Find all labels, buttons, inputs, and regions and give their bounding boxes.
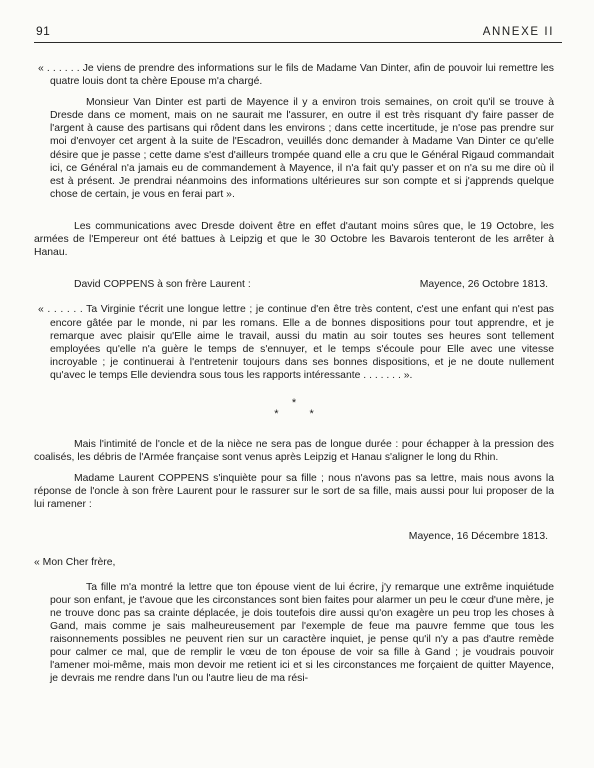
narrative-paragraph: Mais l'intimité de l'oncle et de la nièce ne sera pas de longue durée : pour échapper à la pression des coalisés, les débris de l'Armée française sont venus après Leipzig et Hanau s'aligner le long du Rhin.: [34, 438, 554, 464]
dateline: Mayence, 26 Octobre 1813.: [419, 279, 548, 291]
page-number: 91: [36, 24, 51, 38]
narrative-paragraph: Madame Laurent COPPENS s'inquiète pour sa fille ; nous n'avons pas sa lettre, mais nous avons la réponse de l'oncle à son frère Laurent pour le rassurer sur le sort de sa fille, mais aussi pour lui proposer de la lui ramener :: [34, 473, 554, 511]
narrative-paragraph: Les communications avec Dresde doivent être en effet d'autant moins sûres que, le 19 Octobre, les armées de l'Empereur ont été battues à Leipzig et que le 30 Octobre les Bavarois tenteront de les arrêter à Hanau.: [34, 220, 554, 259]
page-body: [34, 62, 554, 685]
dateline: Mayence, 16 Décembre 1813.: [408, 531, 548, 543]
separator-stars-bottom: * *: [274, 407, 328, 420]
page-header: [36, 24, 554, 38]
letter-paragraph: Monsieur Van Dinter est parti de Mayence il y a environ trois semaines, on croit qu'il se trouve à Dresde dans ce moment, mais on ne saurait me l'assurer, en outre il est très risquant d'y faire passer de l'argent à cause des partisans qui rôdent dans les environs ; dans cette incertitude, je n'ose pas prendre sur moi d'envoyer cet argent à la suite de l'Escadron, veuillés donc demander à Madame Van Dinter ce qu'elle désire que je passe ; cette dame s'est d'ailleurs trompée quand elle a cru que le Général Rigaud commandait ici, ce Général n'a jamais eu de commandement à Mayence, il n'a fait qu'y passer et on n'a su me dire où il est à présent. Je prendrai néanmoins des informations ultérieures sur son compte et si j'apprends quelque chose de certain, je vous en ferai part ».: [50, 97, 554, 200]
section-separator: [34, 398, 554, 420]
letter-paragraph: Ta fille m'a montré la lettre que ton épouse vient de lui écrire, j'y remarque une extrême inquiétude pour son enfant, je t'avoue que les circonstances sont bien faites pour alarmer un peu le cœur d'une mère, je ne trouve donc pas sa crainte déplacée, je dois toutefois dire aussi qu'on exagère un peu trop les choses à Gand, mais comme je sais malheureusement par l'exemple de feue ma pauvre femme que tous les raisonnements possibles ne peuvent rien sur un caractère inquiet, je pense qu'il n'y a pas d'autre remède pour calmer ce mal, que de remplir le vœu de ton épouse de voir sa fille à Gand ; je voudrais pouvoir l'amener moi-même, mais mon devoir me retient ici et si les circonstances me forçaient de quitter Mayence, je devrais me rendre dans l'un ou l'autre lieu de ma rési-: [50, 581, 554, 685]
header-rule: [34, 42, 562, 43]
letter-excerpt-paragraph: « . . . . . . Je viens de prendre des informations sur le fils de Madame Van Dinter, afin de pouvoir lui remettre les quatre louis dont ta chère Epouse m'a chargé.: [38, 63, 554, 88]
letter-salutation: « Mon Cher frère,: [34, 556, 116, 568]
letter-addressee: David COPPENS à son frère Laurent :: [74, 279, 251, 291]
separator-star-top: *: [291, 396, 297, 409]
running-head: ANNEXE II: [482, 26, 554, 38]
letter-excerpt-paragraph: « . . . . . . Ta Virginie t'écrit une longue lettre ; je continue d'en être très content, c'est une enfant qui n'est pas encore gâtée par le monde, ni par les romans. Elle a de bonnes dispositions pour tout apprendre, et je remarque avec plaisir qu'Elle aime le travail, aussi du matin au soir toutes ses heures sont tellement employées qu'elle n'a guère le temps de s'ennuyer, et le temps s'écoule pour Elle avec une vitesse incroyable ; je continuerai à l'entretenir toujours dans ses bonnes dispositions, et je ne doute nullement qu'avec le temps Elle deviendra sous tous les rapports intéressante . . . . . . . ».: [38, 304, 554, 381]
